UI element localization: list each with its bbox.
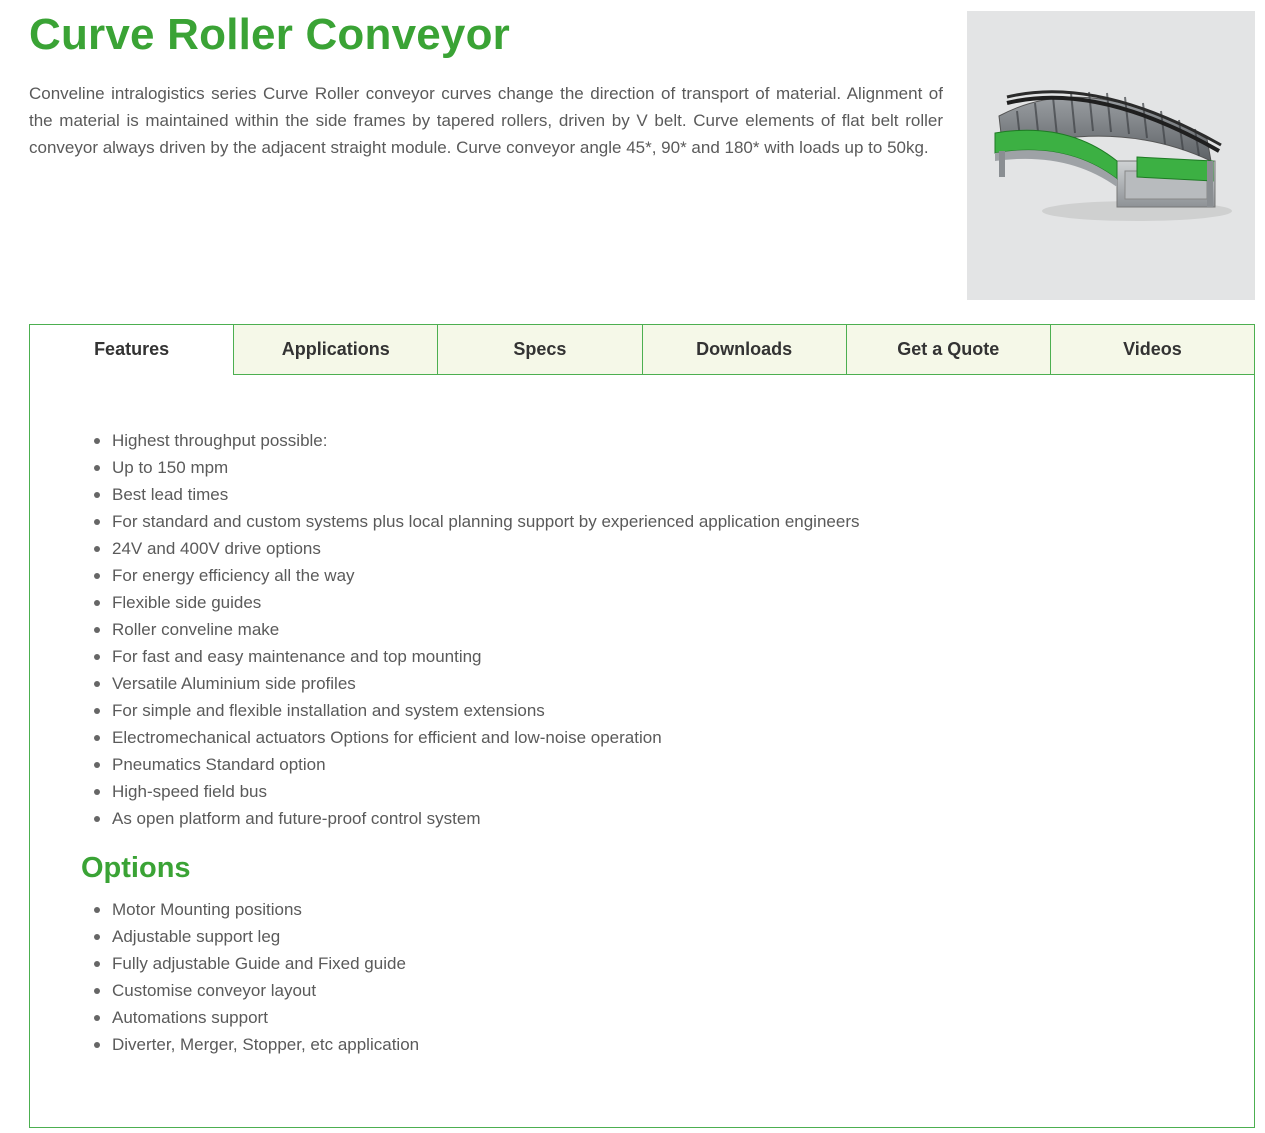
features-panel: [30, 375, 1254, 1058]
tab-downloads[interactable]: Downloads: [642, 325, 846, 375]
list-item: Pneumatics Standard option: [94, 751, 1254, 778]
list-item: For standard and custom systems plus local planning support by experienced application engineers: [94, 508, 1254, 535]
product-description: Conveline intralogistics series Curve Roller conveyor curves change the direction of transport of material. Alignment of the material is maintained within the side frames by tapered rollers, driven by V belt. Curve elements of flat belt roller conveyor always driven by the adjacent straight module. Curve conveyor angle 45*, 90* and 180* with loads up to 50kg.: [29, 84, 943, 157]
list-item: Best lead times: [94, 481, 1254, 508]
list-item: Adjustable support leg: [94, 923, 1254, 950]
list-item: For energy efficiency all the way: [94, 562, 1254, 589]
curve-conveyor-illustration: [967, 11, 1255, 300]
tab-applications[interactable]: Applications: [233, 325, 437, 375]
list-item: 24V and 400V drive options: [94, 535, 1254, 562]
list-item: Roller conveline make: [94, 616, 1254, 643]
features-list: [94, 427, 1254, 832]
list-item: For simple and flexible installation and system extensions: [94, 697, 1254, 724]
list-item: Versatile Aluminium side profiles: [94, 670, 1254, 697]
tab-videos[interactable]: Videos: [1050, 325, 1254, 375]
options-list: [94, 896, 1254, 1058]
list-item: Fully adjustable Guide and Fixed guide: [94, 950, 1254, 977]
options-heading: Options: [81, 852, 191, 884]
page-title: Curve Roller Conveyor: [29, 10, 511, 59]
list-item: Diverter, Merger, Stopper, etc application: [94, 1031, 1254, 1058]
list-item: High-speed field bus: [94, 778, 1254, 805]
list-item: As open platform and future-proof control system: [94, 805, 1254, 832]
list-item: Highest throughput possible:: [94, 427, 1254, 454]
tab-bar: [30, 325, 1254, 375]
list-item: Motor Mounting positions: [94, 896, 1254, 923]
tab-features[interactable]: Features: [30, 325, 233, 375]
product-tabs: [29, 324, 1255, 1128]
list-item: Electromechanical actuators Options for efficient and low-noise operation: [94, 724, 1254, 751]
list-item: Flexible side guides: [94, 589, 1254, 616]
tab-specs[interactable]: Specs: [437, 325, 641, 375]
list-item: Automations support: [94, 1004, 1254, 1031]
product-image[interactable]: [967, 11, 1255, 300]
list-item: Up to 150 mpm: [94, 454, 1254, 481]
list-item: For fast and easy maintenance and top mounting: [94, 643, 1254, 670]
list-item: Customise conveyor layout: [94, 977, 1254, 1004]
tab-get-a-quote[interactable]: Get a Quote: [846, 325, 1050, 375]
